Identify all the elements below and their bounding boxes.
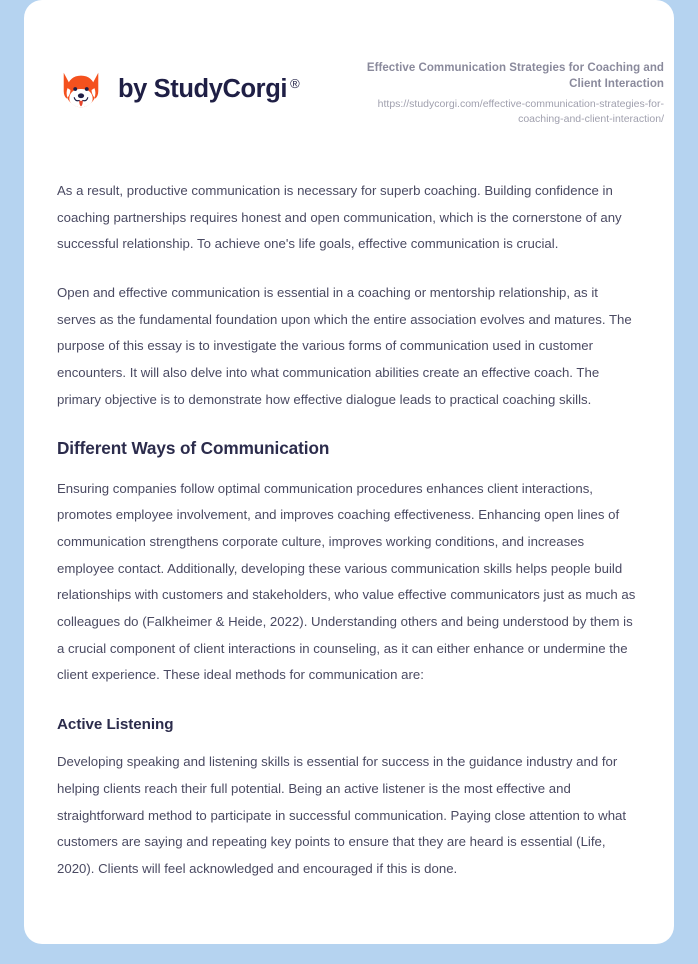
body-paragraph: Developing speaking and listening skills is essential for success in the guidance industry and for helping clients reach their full potential. Being an active listener is the most effective and straightforward method to participate in successful communication. Paying close attention to what customers are saying and repeating key points to ensure that they are heard is essential (Life, 2020). Clients will feel acknowledged and encouraged if this is done.: [57, 754, 627, 876]
content-block-list: [57, 127, 638, 883]
brand-logo-group: [57, 58, 299, 114]
document-header: [24, 0, 674, 127]
registered-trademark-icon: ®: [290, 76, 300, 92]
document-meta: [334, 58, 664, 127]
sub-heading: Active Listening: [57, 715, 174, 733]
body-paragraph: As a result, productive communication is necessary for superb coaching. Building confidence in coaching partnerships requires honest and open communication, which is the cornerstone of any successful relationship. To achieve one's life goals, effective communication is crucial.: [57, 183, 622, 252]
document-title: Effective Communication Strategies for Coaching and Client Interaction: [366, 62, 664, 91]
body-paragraph: Open and effective communication is essential in a coaching or mentorship relationship, as it serves as the fundamental foundation upon which the entire association evolves and matures. The purpose of this essay is to investigate the various forms of communication used in customer encounters. It will also delve into what communication abilities create an effective coach. The primary objective is to demonstrate how effective dialogue leads to practical coaching skills.: [57, 285, 632, 407]
document-content: [24, 127, 674, 883]
document-page-card: [24, 0, 674, 944]
body-paragraph: Ensuring companies follow optimal communication procedures enhances client interactions, promotes employee involvement, and improves coaching effectiveness. Enhancing open lines of communication strengthens corporate culture, improves working conditions, and increases employee contact. Additionally, developing these various communication skills helps people build relationships with customers and stakeholders, who value effective communicators just as much as colleagues do (Falkheimer & Heide, 2022). Understanding others and being understood by them is a crucial component of client interactions in counseling, as it can either enhance or undermine the client experience. These ideal methods for communication are:: [57, 480, 636, 683]
section-heading: Different Ways of Communication: [57, 438, 330, 459]
brand-name: [118, 77, 299, 103]
corgi-face-icon: [57, 66, 105, 114]
brand-name-text: by StudyCorgi: [118, 75, 288, 104]
document-url: https://studycorgi.com/effective-communication-strategies-for-coaching-and-client-interaction/: [377, 97, 664, 125]
